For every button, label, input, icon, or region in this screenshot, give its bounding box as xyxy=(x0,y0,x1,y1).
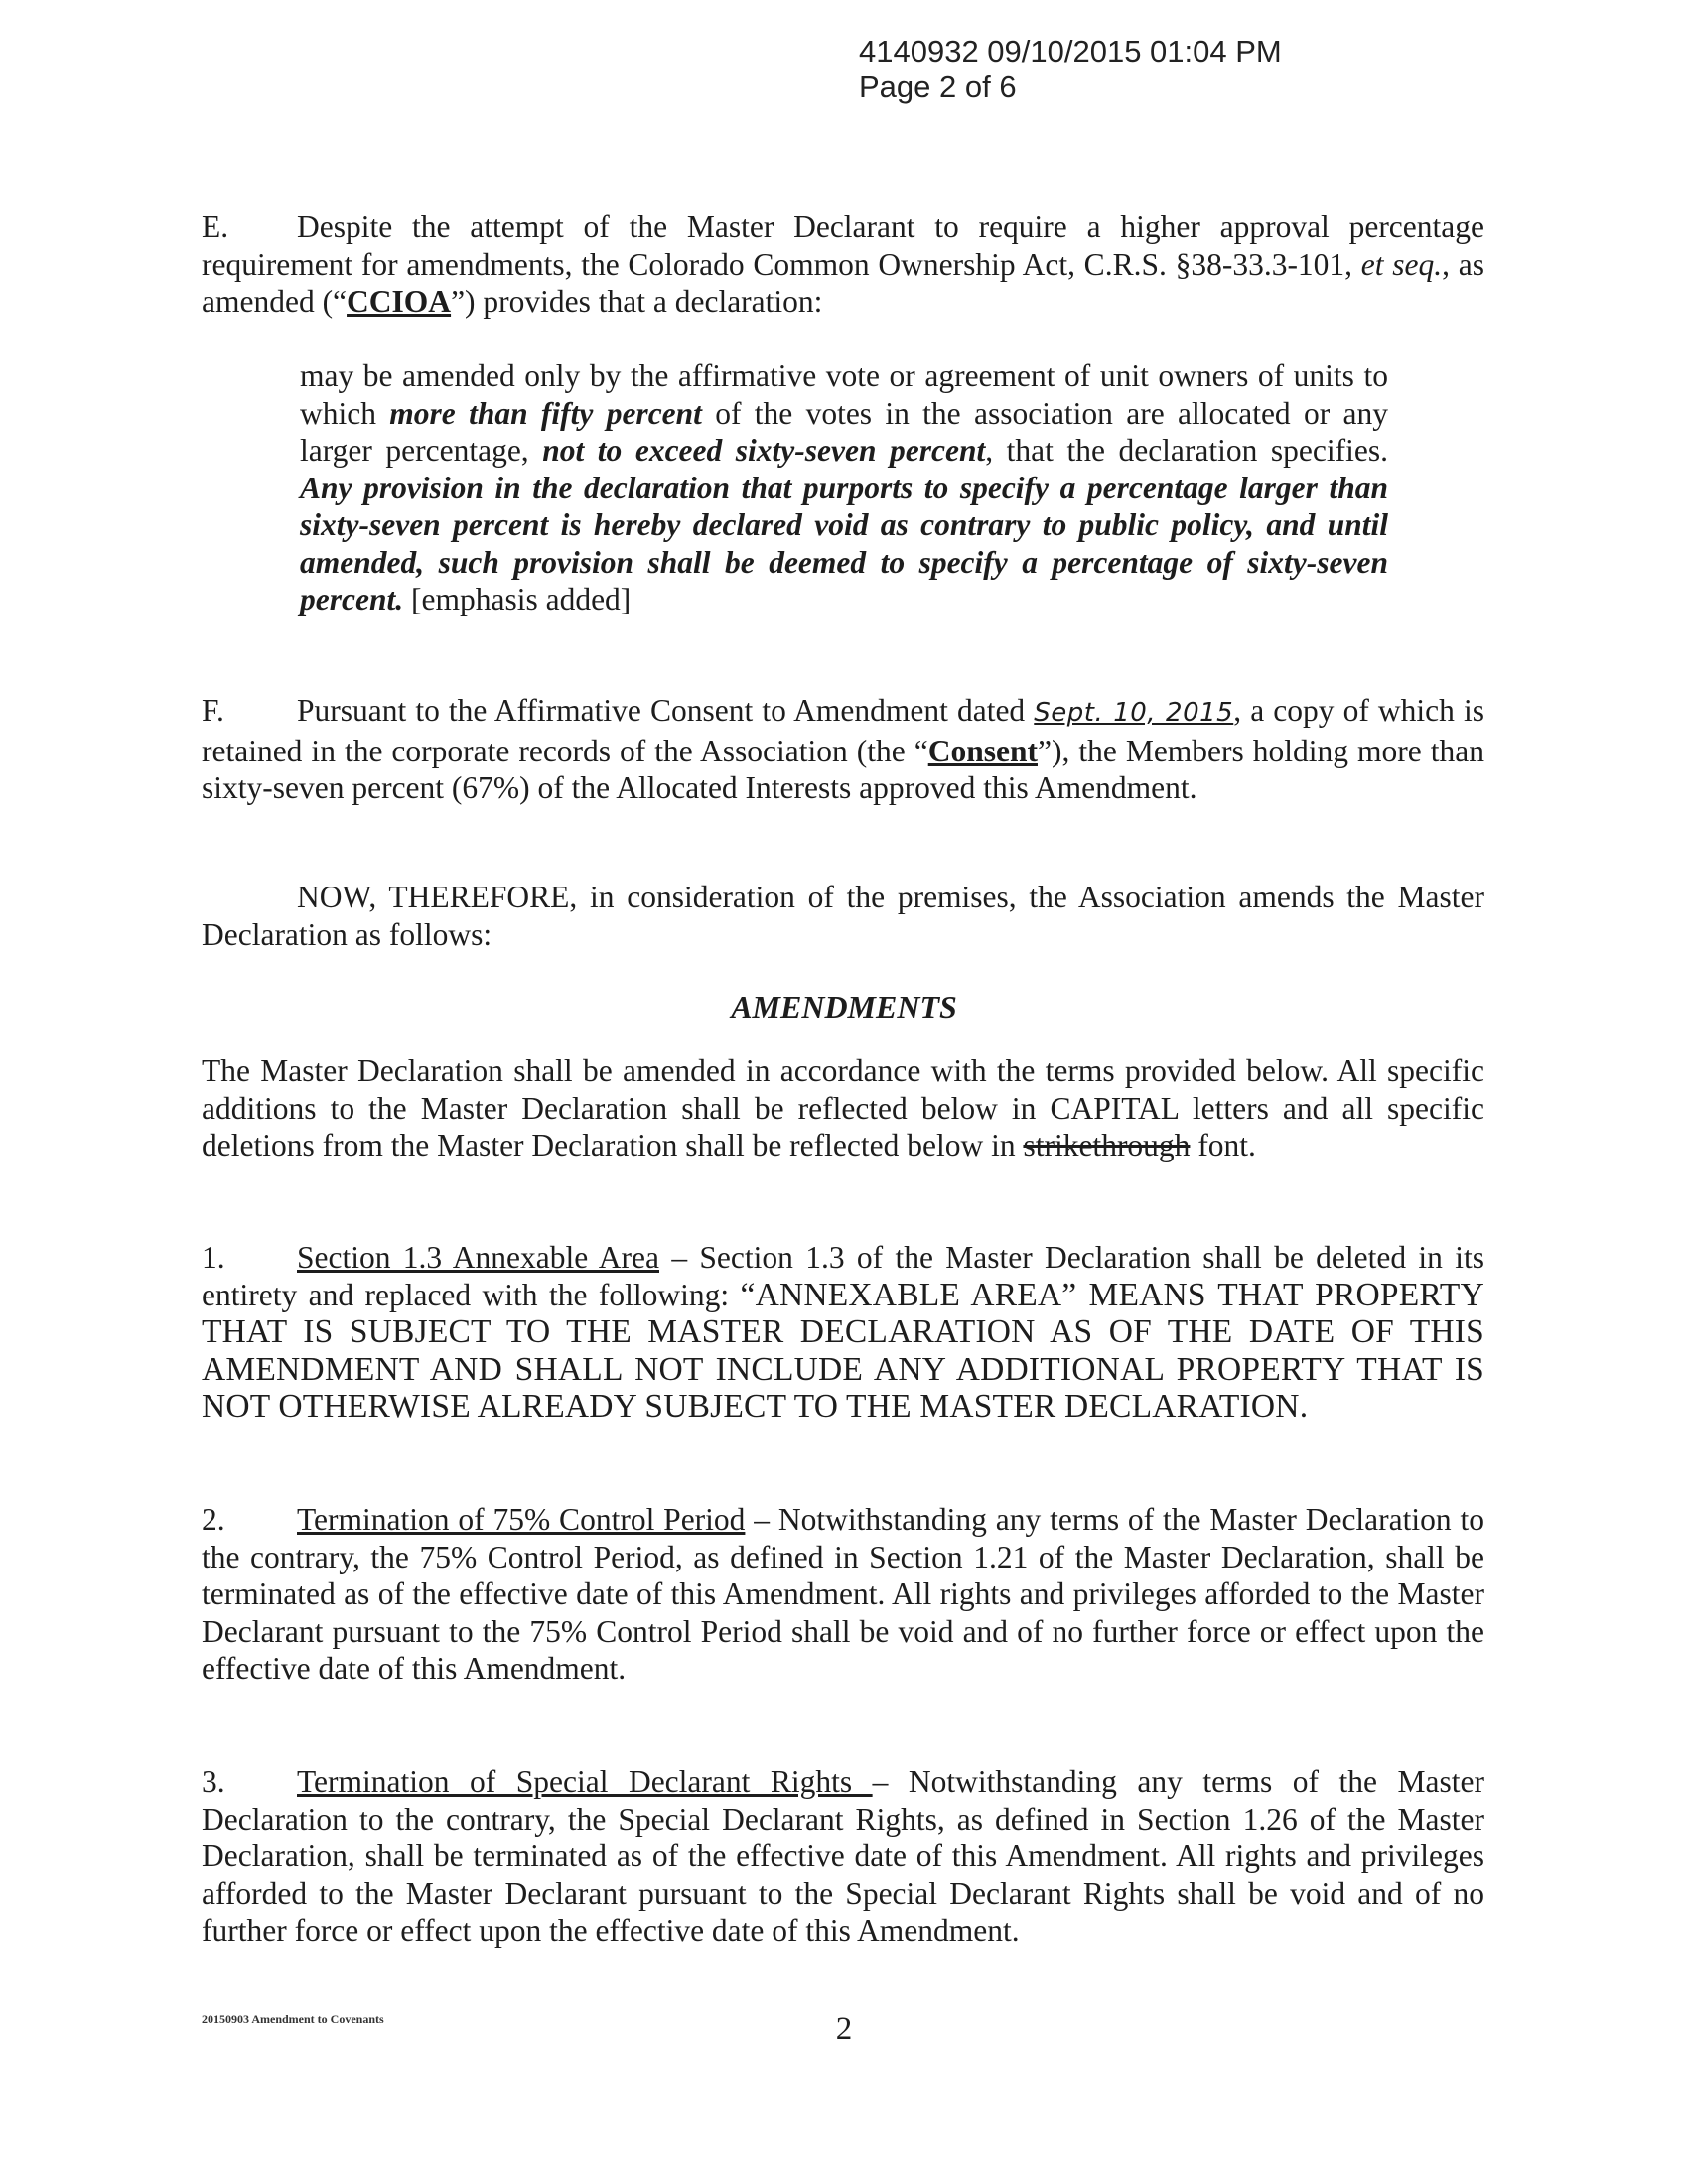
amendment-item-3: 3. Termination of Special Declarant Rights – Notwithstanding any terms of the Master Declaration to the contrary, the Special Declarant Rights, as defined in Section 1.26 of the Master Declaration, shall be terminated as of the effective date of this Amendment. All rights and privileges afforded to the Master Declarant pursuant to the Special Declarant Rights shall be void and of no further force or effect upon the effective date of this Amendment. xyxy=(202,1764,1484,1948)
amendments-heading: AMENDMENTS xyxy=(731,989,957,1024)
capitalized-addition: “ANNEXABLE AREA” MEANS THAT PROPERTY THAT IS SUBJECT TO THE MASTER DECLARATION AS OF THE DATE OF THIS AMENDMENT AND SHALL NOT INCLUDE ANY ADDITIONAL PROPERTY THAT IS NOT OTHERWISE ALREADY SUBJECT TO THE MASTER DECLARATION. xyxy=(202,1276,1484,1425)
amendment-item-1: 1. Section 1.3 Annexable Area – Section 1.3 of the Master Declaration shall be deleted in its entirety and replaced with the following: “ANNEXABLE AREA” MEANS THAT PROPERTY THAT IS SUBJECT TO THE MASTER DECLARATION AS OF THE DATE OF THIS AMENDMENT AND SHALL NOT INCLUDE ANY ADDITIONAL PROPERTY THAT IS NOT OTHERWISE ALREADY SUBJECT TO THE MASTER DECLARATION. xyxy=(202,1240,1485,1425)
item-number: 2. xyxy=(202,1502,225,1537)
item-number: 1. xyxy=(202,1240,225,1275)
recital-marker: F. xyxy=(202,693,224,728)
recital-e: E. Despite the attempt of the Master Declarant to require a higher approval percentage requirement for amendments, the Colorado Common Ownership Act, C.R.S. §38-33.3-101, et seq., as amended (“CCIOA”) provides that a declaration: xyxy=(202,209,1484,319)
recital-f: F. Pursuant to the Affirmative Consent to Amendment dated Sept. 10, 2015, a copy of which is retained in the corporate records of the Association (the “Consent”), the Members holding more than sixty-seven percent (67%) of the Allocated Interests approved this Amendment. xyxy=(202,693,1485,805)
document-stamp: 4140932 09/10/2015 01:04 PM xyxy=(859,34,1282,68)
item-title: Termination of Special Declarant Rights xyxy=(297,1764,873,1799)
recording-stamp xyxy=(859,34,1282,105)
now-therefore-clause: NOW, THEREFORE, in consideration of the premises, the Association amends the Master Declaration as follows: xyxy=(202,880,1484,952)
defined-term-ccioa: CCIOA xyxy=(347,284,452,319)
page-number: 2 xyxy=(835,2011,853,2047)
amendment-item-2: 2. Termination of 75% Control Period – Notwithstanding any terms of the Master Declaration to the contrary, the 75% Control Period, as defined in Section 1.21 of the Master Declaration, shall be terminated as of the effective date of this Amendment. All rights and privileges afforded to the Master Declarant pursuant to the 75% Control Period shall be void and of no further force or effect upon the effective date of this Amendment. xyxy=(202,1502,1484,1686)
item-title: Section 1.3 Annexable Area xyxy=(297,1240,659,1275)
amendment-intro: The Master Declaration shall be amended in accordance with the terms provided below. All specific additions to the Master Declaration shall be reflected below in CAPITAL letters and all specific deletions from the Master Declaration shall be reflected below in strikethrough font. xyxy=(202,1053,1484,1162)
item-title: Termination of 75% Control Period xyxy=(297,1502,746,1537)
handwritten-date: Sept. 10, 2015 xyxy=(1034,698,1234,728)
recital-marker: E. xyxy=(202,209,229,244)
page-of-indicator: Page 2 of 6 xyxy=(859,69,1017,104)
footer-file-reference: 20150903 Amendment to Covenants xyxy=(202,2012,384,2026)
strikethrough-example: strikethrough xyxy=(1023,1128,1191,1162)
defined-term-consent: Consent xyxy=(927,733,1038,768)
item-number: 3. xyxy=(202,1764,225,1799)
statute-quote: may be amended only by the affirmative vote or agreement of unit owners of units to which more than fifty percent of the votes in the association are allocated or any larger percentage, not to exceed sixty-seven percent, that the declaration specifies. Any provision in the declaration that purports to specify a percentage larger than sixty-seven percent is hereby declared void as contrary to public policy, and until amended, such provision shall be deemed to specify a percentage of sixty-seven percent. [emphasis added] xyxy=(300,358,1389,616)
